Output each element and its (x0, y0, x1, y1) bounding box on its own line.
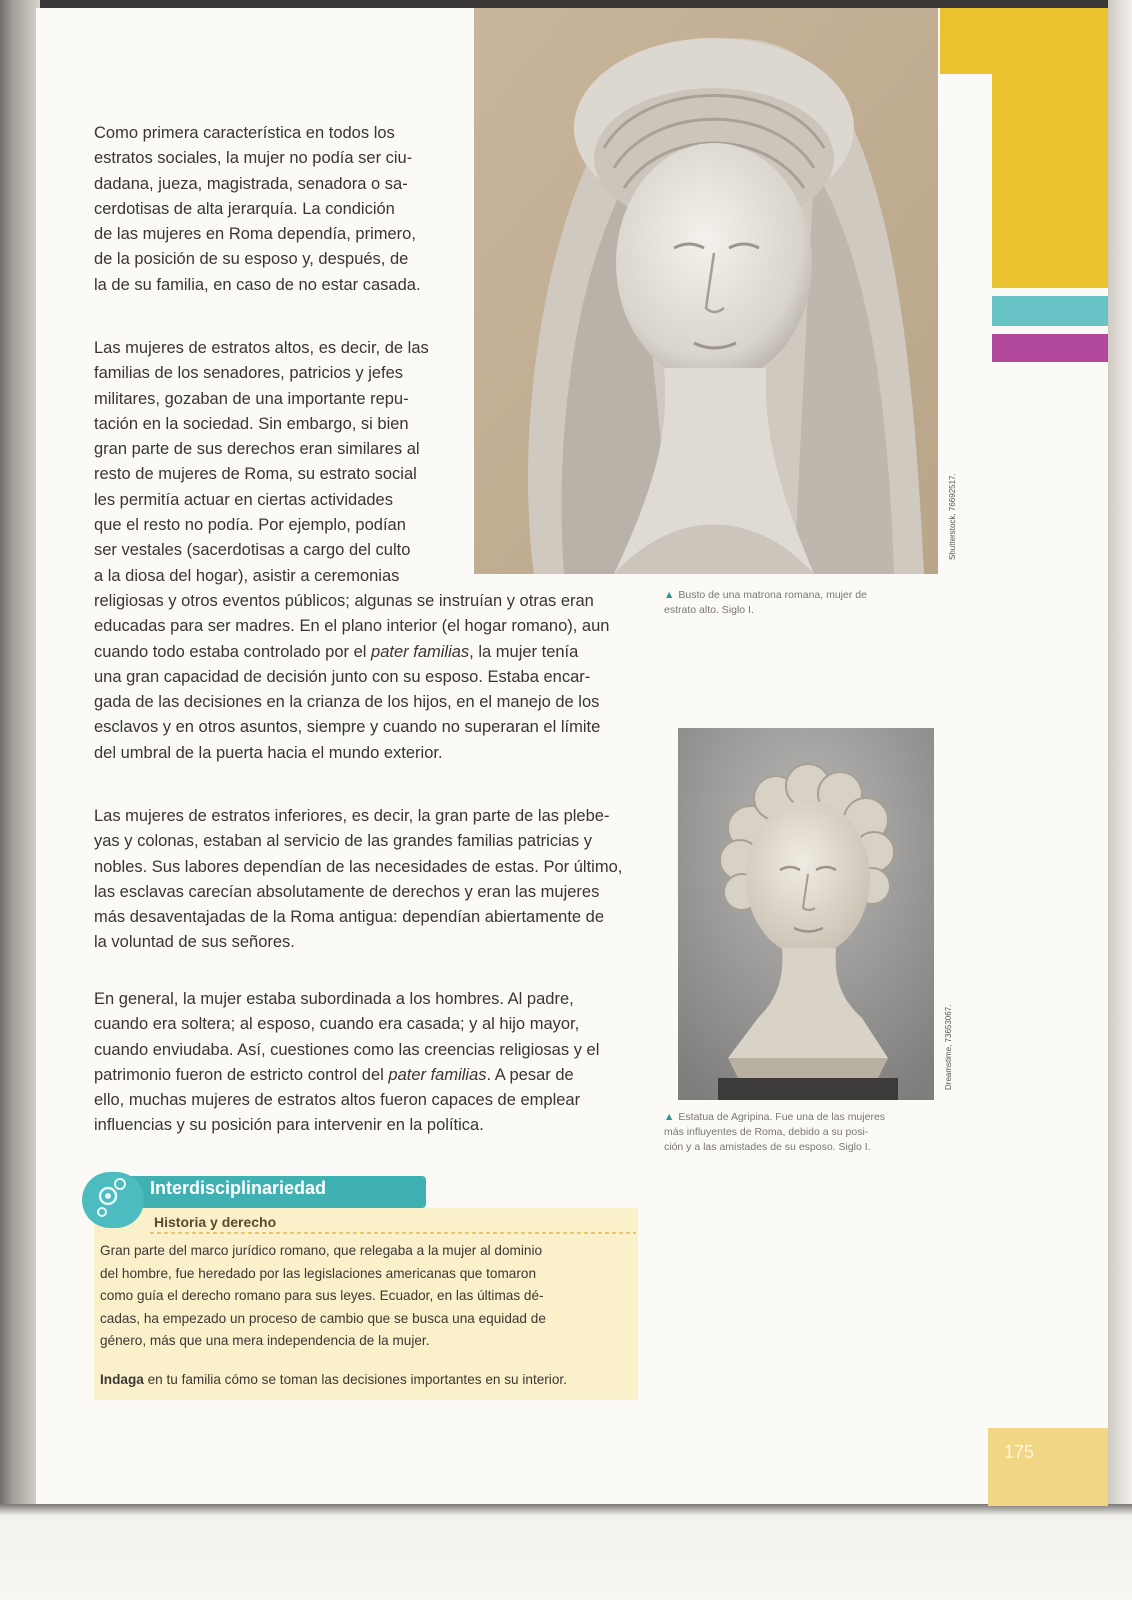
text-line: de las mujeres en Roma dependía, primero, (94, 225, 416, 244)
image2-caption-line-3: ción y a las amistades de su esposo. Siglo I. (664, 1141, 871, 1153)
margin-notch (940, 74, 992, 292)
text-line: militares, gozaban de una importante repu- (94, 389, 409, 408)
matron-bust-illustration (474, 8, 938, 574)
page-number-box (988, 1428, 1108, 1506)
subtitle-dotted-rule (150, 1232, 636, 1234)
task-text: en tu familia cómo se toman las decisiones importantes en su interior. (143, 1372, 567, 1387)
page-number: 175 (1004, 1442, 1035, 1462)
text-line: las esclavas carecían absolutamente de derechos y eran las mujeres (94, 882, 600, 901)
gear-icon-graphic (82, 1172, 144, 1228)
text-line: Las mujeres de estratos altos, es decir, de las (94, 339, 429, 357)
text-line: que el resto no podía. Por ejemplo, podían (94, 516, 406, 535)
image1-caption-line-2: estrato alto. Siglo I. (664, 604, 754, 616)
text-line: Gran parte del marco jurídico romano, que relegaba a la mujer al dominio (100, 1243, 543, 1258)
paragraph-3 (94, 804, 642, 956)
italic-term: pater familias (388, 1065, 487, 1084)
agrippina-head-illustration (678, 728, 934, 1100)
text-line: familias de los senadores, patricios y jefes (94, 364, 404, 383)
text-line: cerdotisas de alta jerarquía. La condición (94, 199, 395, 218)
paragraph-2-wide (94, 589, 642, 766)
text-line: cadas, ha empezado un proceso de cambio que se busca una equidad de (100, 1310, 546, 1326)
paragraph-4 (94, 987, 642, 1139)
text-segment: . A pesar de (486, 1065, 574, 1084)
book-spine (0, 0, 40, 1600)
text-line: ello, muchas mujeres de estratos altos fueron capaces de emplear (94, 1091, 581, 1110)
gear-icon (82, 1172, 144, 1228)
paragraph-2-narrow (94, 336, 440, 589)
text-line: gada de las decisiones en la crianza de los hijos, en el manejo de los (94, 693, 600, 712)
interdisciplinary-task (100, 1372, 567, 1387)
task-keyword: Indaga (100, 1372, 144, 1387)
image1-caption (664, 588, 934, 618)
text-line: influencias y su posición para intervenir en la política. (94, 1116, 484, 1135)
paragraph-1 (94, 121, 440, 298)
image2-caption (664, 1110, 934, 1155)
image2-credit: Dreamstime, 73653067. (944, 1004, 953, 1090)
roman-matron-bust-image (474, 8, 938, 574)
text-line: dadana, jueza, magistrada, senadora o sa- (94, 174, 408, 193)
caption-marker-icon: ▲ (664, 589, 675, 601)
text-line: a la diosa del hogar), asistir a ceremonias (94, 566, 400, 585)
text-line: En general, la mujer estaba subordinada a los hombres. Al padre, (94, 990, 574, 1008)
cyan-section-tab (992, 296, 1108, 326)
text-line: la voluntad de sus señores. (94, 933, 295, 952)
text-segment: cuando todo estaba controlado por el (94, 642, 372, 661)
text-line: Las mujeres de estratos inferiores, es decir, la gran parte de las plebe- (94, 807, 610, 825)
magenta-section-tab (992, 334, 1108, 362)
text-line: tación en la sociedad. Sin embargo, si bien (94, 414, 409, 433)
text-line: les permitía actuar en ciertas actividades (94, 490, 393, 509)
text-line: estratos sociales, la mujer no podía ser ciu- (94, 149, 413, 168)
interdisciplinary-subtitle: Historia y derecho (154, 1214, 277, 1230)
image2-caption-line-1: Estatua de Agripina. Fue una de las mujeres (678, 1111, 886, 1123)
text-line: Como primera característica en todos los (94, 124, 395, 142)
text-line (94, 640, 642, 665)
text-line: religiosas y otros eventos públicos; algunas se instruían y otras eran (94, 592, 594, 610)
text-line: esclavos y en otros asuntos, siempre y cuando no superaran el límite (94, 718, 601, 737)
interdisciplinary-text (100, 1240, 640, 1353)
image1-credit: Shutterstock, 76692517. (948, 473, 957, 560)
text-line: ser vestales (sacerdotisas a cargo del culto (94, 541, 411, 560)
caption-marker-icon: ▲ (664, 1111, 675, 1123)
text-segment: patrimonio fueron de estricto control del (94, 1065, 389, 1084)
text-segment: , la mujer tenía (469, 642, 579, 661)
text-line: resto de mujeres de Roma, su estrato social (94, 465, 417, 484)
text-line: la de su familia, en caso de no estar casada. (94, 275, 421, 294)
scan-bottom-area (0, 1504, 1132, 1600)
italic-term: pater familias (371, 642, 470, 661)
text-line: gran parte de sus derechos eran similares al (94, 440, 420, 459)
text-line: del umbral de la puerta hacia el mundo exterior. (94, 743, 443, 762)
text-line: de la posición de su esposo y, después, de (94, 250, 409, 269)
page-right-edge (1108, 0, 1132, 1600)
text-line: cuando era soltera; al esposo, cuando era casada; y al hijo mayor, (94, 1015, 580, 1034)
text-line: del hombre, fue heredado por las legislaciones americanas que tomaron (100, 1265, 537, 1281)
text-line: una gran capacidad de decisión junto con su esposo. Estaba encar- (94, 667, 591, 686)
image2-caption-line-2: más influyentes de Roma, debido a su posi- (664, 1126, 869, 1138)
text-line: género, más que una mera independencia de la mujer. (100, 1333, 430, 1348)
text-line: cuando enviudaba. Así, cuestiones como las creencias religiosas y el (94, 1040, 600, 1059)
text-line: educadas para ser madres. En el plano interior (el hogar romano), aun (94, 617, 610, 636)
text-line (94, 1063, 642, 1088)
agrippina-statue-image (678, 728, 934, 1100)
interdisciplinary-title: Interdisciplinariedad (150, 1178, 327, 1198)
image1-caption-line-1: Busto de una matrona romana, mujer de (678, 589, 867, 601)
text-line: como guía el derecho romano para sus leyes. Ecuador, en las últimas dé- (100, 1288, 544, 1303)
text-line: yas y colonas, estaban al servicio de las grandes familias patricias y (94, 832, 592, 851)
text-line: más desaventajadas de la Roma antigua: dependían abiertamente de (94, 908, 605, 927)
text-line: nobles. Sus labores dependían de las necesidades de estas. Por último, (94, 857, 623, 876)
